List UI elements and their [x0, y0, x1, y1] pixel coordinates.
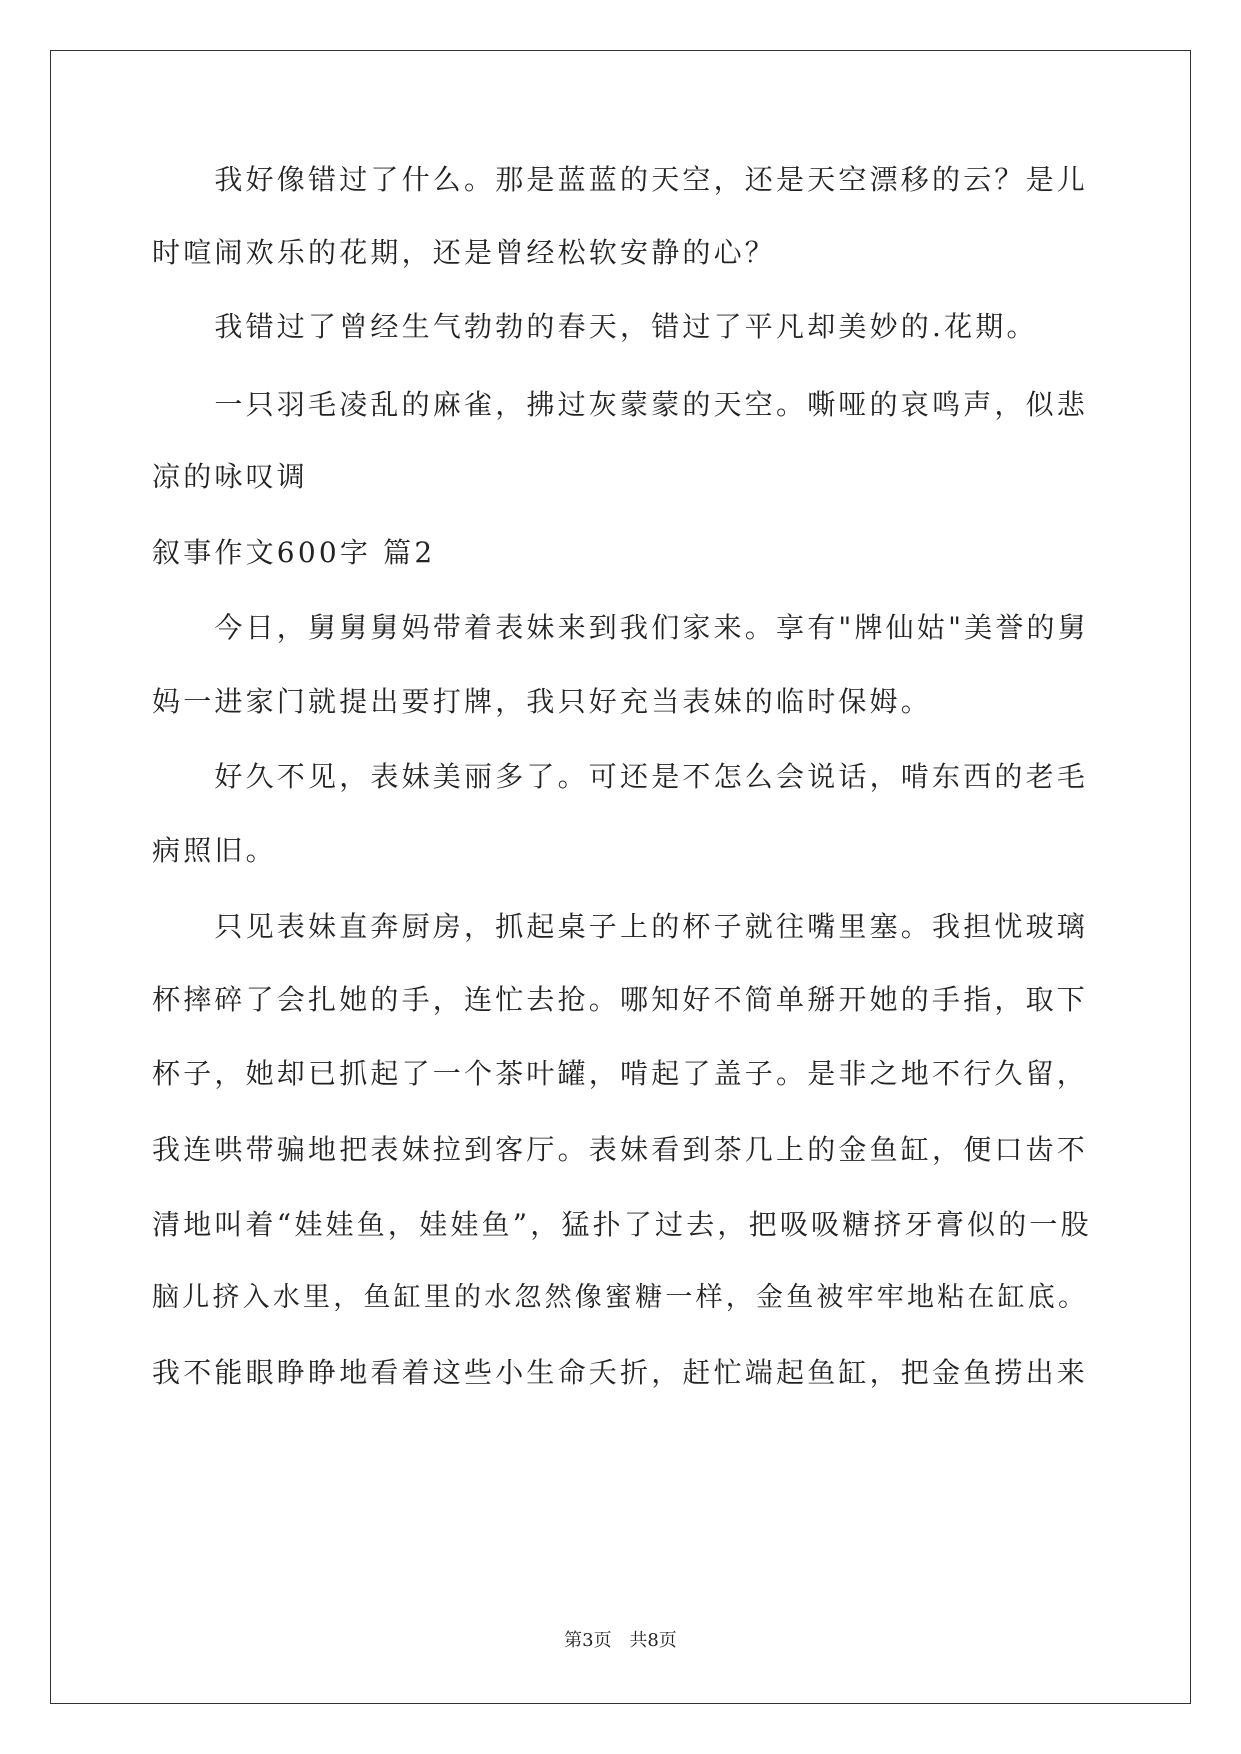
- text-line: 时喧闹欢乐的花期，还是曾经松软安静的心？: [152, 236, 777, 269]
- text-line: 清地叫着“娃娃鱼，娃娃鱼”，猛扑了过去，把吸吸糖挤牙膏似的一股: [152, 1208, 1092, 1241]
- text-line: 妈一进家门就提出要打牌，我只好充当表妹的临时保姆。: [152, 685, 933, 718]
- text-line: 只见表妹直奔厨房，抓起桌子上的杯子就往嘴里塞。我担忧玻璃: [152, 910, 1089, 943]
- text-line: 脑儿挤入水里，鱼缸里的水忽然像蜜糖一样，金鱼被牢牢地粘在缸底。: [152, 1282, 1089, 1313]
- page-total: 共8页: [629, 1630, 677, 1651]
- text-line: 我错过了曾经生气勃勃的春天，错过了平凡却美妙的.花期。: [152, 310, 1038, 343]
- text-line: 病照旧。: [152, 834, 277, 867]
- text-line: 我连哄带骗地把表妹拉到客厅。表妹看到茶几上的金鱼缸，便口齿不: [152, 1133, 1089, 1166]
- text-line: 一只羽毛凌乱的麻雀，拂过灰蒙蒙的天空。嘶哑的哀鸣声，似悲: [152, 388, 1089, 421]
- text-line: 我不能眼睁睁地看着这些小生命夭折，赶忙端起鱼缸，把金鱼捞出来: [152, 1356, 1089, 1389]
- page-footer: [0, 1626, 1241, 1652]
- text-line: 好久不见，表妹美丽多了。可还是不怎么会说话，啃东西的老毛: [152, 760, 1089, 793]
- section-heading: 叙事作文600字 篇2: [152, 536, 436, 569]
- text-line: 我好像错过了什么。那是蓝蓝的天空，还是天空漂移的云？是儿: [152, 163, 1089, 196]
- text-line: 杯子，她却已抓起了一个茶叶罐，啃起了盖子。是非之地不行久留，: [152, 1057, 1089, 1090]
- text-line: 今日，舅舅舅妈带着表妹来到我们家来。享有"牌仙姑"美誉的舅: [152, 611, 1089, 644]
- text-line: 杯摔碎了会扎她的手，连忙去抢。哪知好不简单掰开她的手指，取下: [152, 983, 1089, 1016]
- page-number: 第3页: [564, 1630, 612, 1651]
- text-line: 凉的咏叹调: [152, 460, 309, 493]
- page-frame: [50, 50, 1191, 1704]
